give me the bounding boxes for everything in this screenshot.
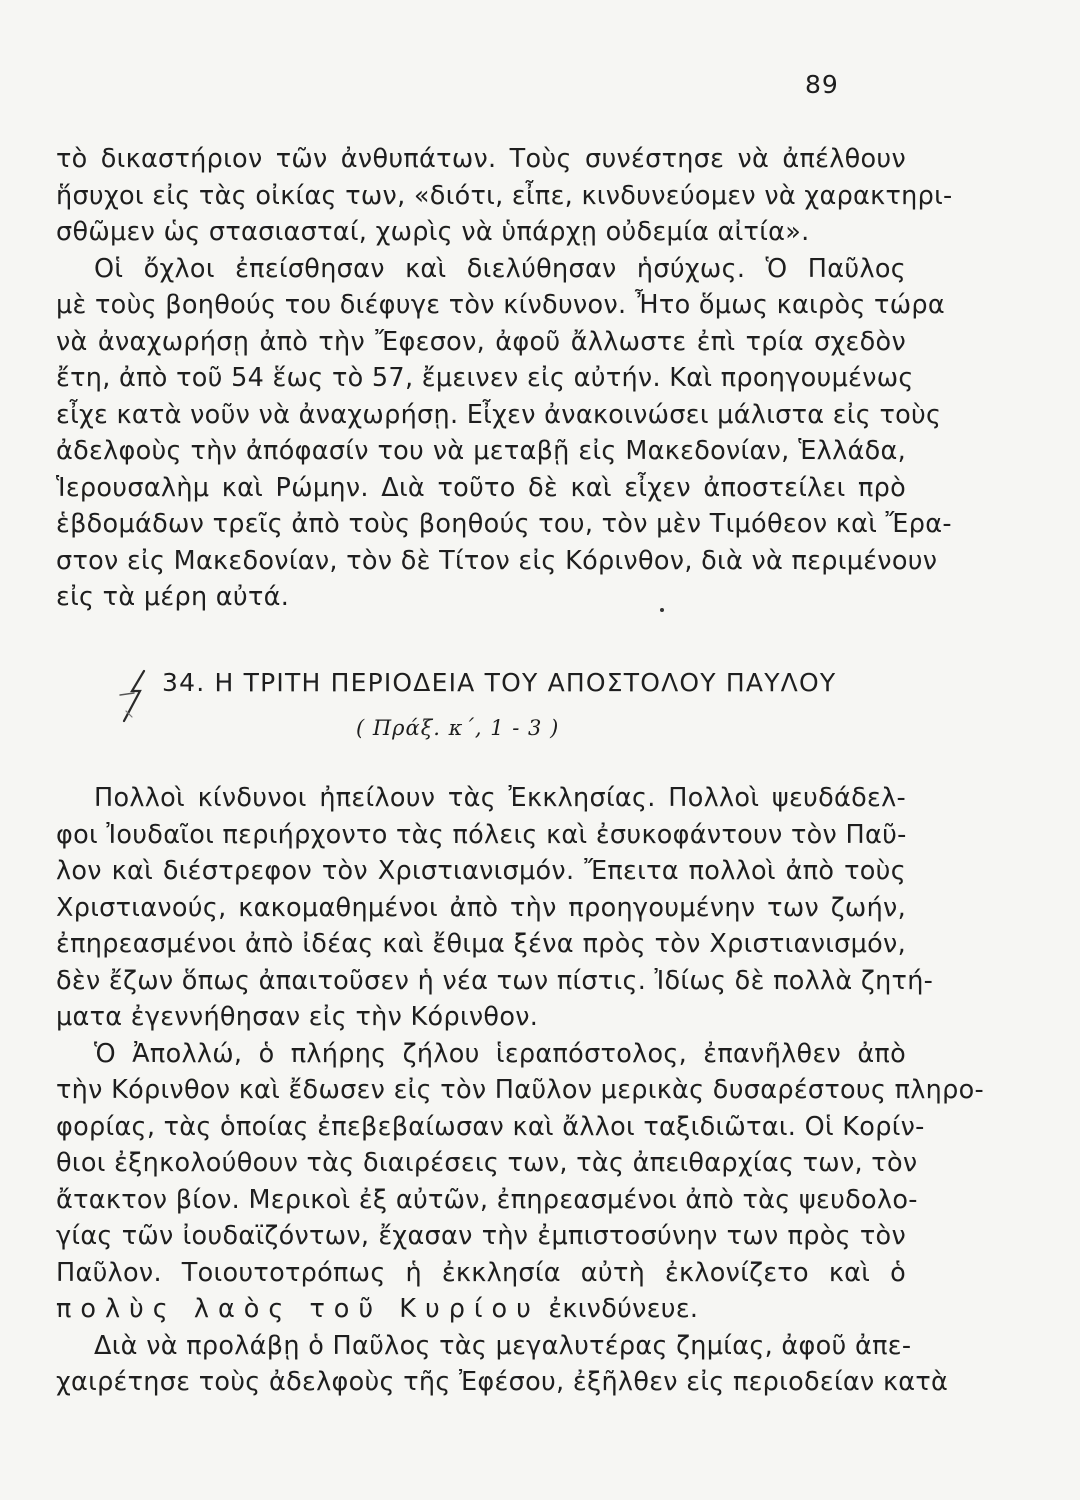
pencil-mark-icon <box>112 665 152 725</box>
section-heading: 34. Η ΤΡΙΤΗ ΠΕΡΙΟΔΕΙΑ ΤΟΥ ΑΠΟΣΤΟΛΟΥ ΠΑΥΛΟΥ <box>162 668 837 697</box>
text-line: φοι Ἰουδαῖοι περιήρχοντο τὰς πόλεις καὶ ἐσυκοφάντουν τὸν Παῦ- <box>56 819 907 850</box>
text-line: γίας τῶν ἰουδαϊζόντων, ἔχασαν τὴν ἐμπιστοσύνην των πρὸς τὸν <box>56 1221 906 1251</box>
text-line: Πολλοὶ κίνδυνοι ἠπείλουν τὰς Ἐκκλησίας. Πολλοὶ ψευδάδελ- <box>94 783 906 813</box>
text-line: νὰ ἀναχωρήσῃ ἀπὸ τὴν Ἔφεσον, ἀφοῦ ἄλλωστε ἐπὶ τρία σχεδὸν <box>56 326 906 357</box>
body-text <box>56 780 985 1401</box>
section-reference: ( Πράξ. κ΄, 1 - 3 ) <box>356 716 560 740</box>
ink-speck <box>660 608 664 612</box>
text-line: Χριστιανούς, κακομαθημένοι ἀπὸ τὴν προηγουμένην των ζωήν, <box>56 892 906 923</box>
page-number: 89 <box>805 70 839 99</box>
text-fragment: ἐκινδύνευε. <box>548 1294 699 1324</box>
text-line: εἰς τὰ μέρη αὐτά. <box>56 582 290 612</box>
text-line: Οἱ ὄχλοι ἐπείσθησαν καὶ διελύθησαν ἡσύχως. Ὁ Παῦλος <box>94 253 906 284</box>
text-line: Διὰ νὰ προλάβῃ ὁ Παῦλος τὰς μεγαλυτέρας ζημίας, ἀφοῦ ἀπε- <box>94 1330 912 1361</box>
text-line: τὴν Κόρινθον καὶ ἔδωσεν εἰς τὸν Παῦλον μερικὰς δυσαρέστους πληρο- <box>56 1075 985 1105</box>
spaced-emphasis: πολὺς λαὸς τοῦ Κυρίου <box>56 1294 540 1324</box>
text-line: ματα ἐγεννήθησαν εἰς τὴν Κόρινθον. <box>56 1002 539 1032</box>
text-line: στον εἰς Μακεδονίαν, τὸν δὲ Τίτον εἰς Κόρινθον, διὰ νὰ περιμένουν <box>56 545 938 576</box>
text-line: ἑβδομάδων τρεῖς ἀπὸ τοὺς βοηθούς του, τὸν μὲν Τιμόθεον καὶ Ἔρα- <box>56 509 952 539</box>
text-line: μὲ τοὺς βοηθούς του διέφυγε τὸν κίνδυνον. Ἦτο ὅμως καιρὸς τώρα <box>56 290 945 320</box>
text-line: ἀδελφοὺς τὴν ἀπόφασίν του νὰ μεταβῇ εἰς Μακεδονίαν, Ἑλλάδα, <box>56 436 906 466</box>
text-line: Ὁ Ἀπολλώ, ὁ πλήρης ζήλου ἱεραπόστολος, ἐπανῆλθεν ἀπὸ <box>94 1038 906 1069</box>
text-line: δὲν ἔζων ὅπως ἀπαιτοῦσεν ἡ νέα των πίστις. Ἰδίως δὲ πολλὰ ζητή- <box>56 965 934 996</box>
text-line: ἥσυχοι εἰς τὰς οἰκίας των, «διότι, εἶπε, κινδυνεύομεν νὰ χαρακτηρι- <box>56 180 953 211</box>
text-line: θιοι ἐξηκολούθουν τὰς διαιρέσεις των, τὰς ἀπειθαρχίας των, τὸν <box>56 1148 918 1178</box>
text-line: Παῦλον. Τοιουτοτρόπως ἡ ἐκκλησία αὐτὴ ἐκλονίζετο καὶ ὁ <box>56 1257 906 1288</box>
text-line: ἄτακτον βίον. Μερικοὶ ἐξ αὐτῶν, ἐπηρεασμένοι ἀπὸ τὰς ψευδολο- <box>56 1184 918 1215</box>
text-line: ἔτη, ἀπὸ τοῦ 54 ἕως τὸ 57, ἔμεινεν εἰς αὐτήν. Καὶ προηγουμένως <box>56 363 914 393</box>
text-line: εἶχε κατὰ νοῦν νὰ ἀναχωρήσῃ. Εἶχεν ἀνακοινώσει μάλιστα εἰς τοὺς <box>56 399 942 430</box>
text-line: χαιρέτησε τοὺς ἀδελφοὺς τῆς Ἐφέσου, ἐξῆλθεν εἰς περιοδείαν κατὰ <box>56 1367 949 1397</box>
text-line: φορίας, τὰς ὁποίας ἐπεβεβαίωσαν καὶ ἄλλοι ταξιδιῶται. Οἱ Κορίν- <box>56 1111 925 1142</box>
text-line: λον καὶ διέστρεφον τὸν Χριστιανισμόν. Ἔπειτα πολλοὶ ἀπὸ τοὺς <box>56 856 906 886</box>
text-line: τὸ δικαστήριον τῶν ἀνθυπάτων. Τοὺς συνέστησε νὰ ἀπέλθουν <box>56 144 906 174</box>
text-line: σθῶμεν ὡς στασιασταί, χωρὶς νὰ ὑπάρχῃ οὐδεμία αἰτία». <box>56 217 810 247</box>
text-line <box>56 1291 906 1328</box>
paragraph-1 <box>56 141 953 616</box>
text-line: ἐπηρεασμένοι ἀπὸ ἰδέας καὶ ἔθιμα ξένα πρὸς τὸν Χριστιανισμόν, <box>56 929 906 959</box>
text-line: Ἱερουσαλὴμ καὶ Ρώμην. Διὰ τοῦτο δὲ καὶ εἶχεν ἀποστείλει πρὸ <box>56 472 906 503</box>
